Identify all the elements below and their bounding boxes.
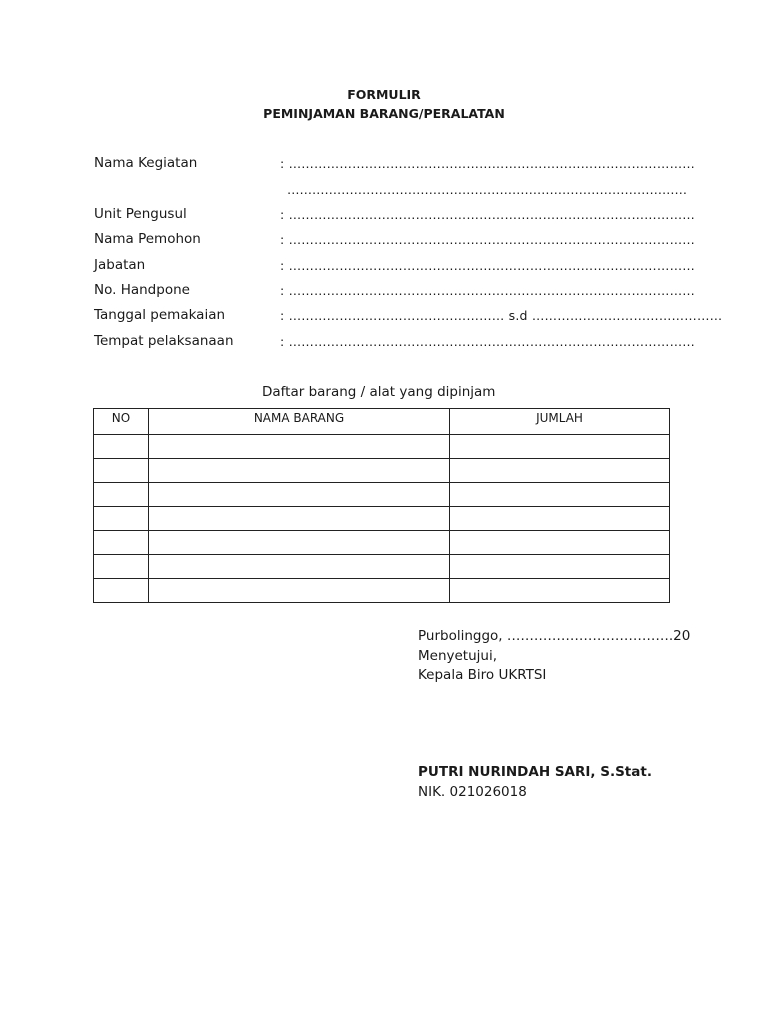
cell-nama-barang[interactable] bbox=[149, 483, 450, 507]
cell-jumlah[interactable] bbox=[450, 459, 670, 483]
field-label-nama-kegiatan: Nama Kegiatan bbox=[94, 155, 198, 171]
field-label-no-handpone: No. Handpone bbox=[94, 282, 190, 298]
cell-nama-barang[interactable] bbox=[149, 435, 450, 459]
table-caption: Daftar barang / alat yang dipinjam bbox=[262, 384, 496, 400]
cell-nama-barang[interactable] bbox=[149, 531, 450, 555]
field-value-no-handpone: : …………………………………………………………………………………… bbox=[280, 283, 695, 298]
table-body bbox=[94, 435, 670, 603]
cell-jumlah[interactable] bbox=[450, 579, 670, 603]
cell-no[interactable] bbox=[94, 483, 149, 507]
field-value-tanggal-pemakaian: : …………………………………………… s.d ……………………………………… bbox=[280, 308, 723, 323]
field-value-jabatan: : …………………………………………………………………………………… bbox=[280, 258, 695, 273]
table-header-row bbox=[94, 409, 670, 435]
cell-nama-barang[interactable] bbox=[149, 555, 450, 579]
signature-place-date: Purbolinggo, ……………………………….20 bbox=[418, 628, 691, 644]
cell-no[interactable] bbox=[94, 531, 149, 555]
cell-jumlah[interactable] bbox=[450, 555, 670, 579]
cell-no[interactable] bbox=[94, 507, 149, 531]
table-row bbox=[94, 507, 670, 531]
column-header-no: NO bbox=[94, 409, 149, 435]
field-value-nama-kegiatan: : …………………………………………………………………………………… bbox=[280, 156, 695, 171]
table-row bbox=[94, 483, 670, 507]
field-label-unit-pengusul: Unit Pengusul bbox=[94, 206, 187, 222]
field-value-nama-pemohon: : …………………………………………………………………………………… bbox=[280, 232, 695, 247]
form-subtitle: PEMINJAMAN BARANG/PERALATAN bbox=[263, 106, 505, 121]
field-value-tempat-pelaksanaan: : …………………………………………………………………………………… bbox=[280, 334, 695, 349]
signature-position: Kepala Biro UKRTSI bbox=[418, 667, 547, 683]
table-row bbox=[94, 555, 670, 579]
cell-nama-barang[interactable] bbox=[149, 459, 450, 483]
cell-no[interactable] bbox=[94, 435, 149, 459]
cell-nama-barang[interactable] bbox=[149, 579, 450, 603]
cell-jumlah[interactable] bbox=[450, 435, 670, 459]
cell-jumlah[interactable] bbox=[450, 507, 670, 531]
cell-jumlah[interactable] bbox=[450, 483, 670, 507]
signature-nik: NIK. 021026018 bbox=[418, 784, 527, 800]
form-title: FORMULIR bbox=[347, 87, 421, 102]
table-row bbox=[94, 579, 670, 603]
field-label-nama-pemohon: Nama Pemohon bbox=[94, 231, 201, 247]
cell-nama-barang[interactable] bbox=[149, 507, 450, 531]
table-row bbox=[94, 531, 670, 555]
column-header-nama-barang: NAMA BARANG bbox=[149, 409, 450, 435]
signature-approval: Menyetujui, bbox=[418, 648, 498, 664]
items-table bbox=[93, 408, 670, 603]
field-label-tanggal-pemakaian: Tanggal pemakaian bbox=[94, 307, 226, 323]
field-value-nama-kegiatan-continued: …………………………………………………………………………………… bbox=[287, 182, 687, 197]
field-label-tempat-pelaksanaan: Tempat pelaksanaan bbox=[94, 333, 234, 349]
column-header-jumlah: JUMLAH bbox=[450, 409, 670, 435]
table-row bbox=[94, 435, 670, 459]
cell-no[interactable] bbox=[94, 579, 149, 603]
table-row bbox=[94, 459, 670, 483]
cell-jumlah[interactable] bbox=[450, 531, 670, 555]
signature-name: PUTRI NURINDAH SARI, S.Stat. bbox=[418, 764, 652, 780]
cell-no[interactable] bbox=[94, 555, 149, 579]
cell-no[interactable] bbox=[94, 459, 149, 483]
field-value-unit-pengusul: : …………………………………………………………………………………… bbox=[280, 207, 695, 222]
field-label-jabatan: Jabatan bbox=[94, 257, 146, 273]
